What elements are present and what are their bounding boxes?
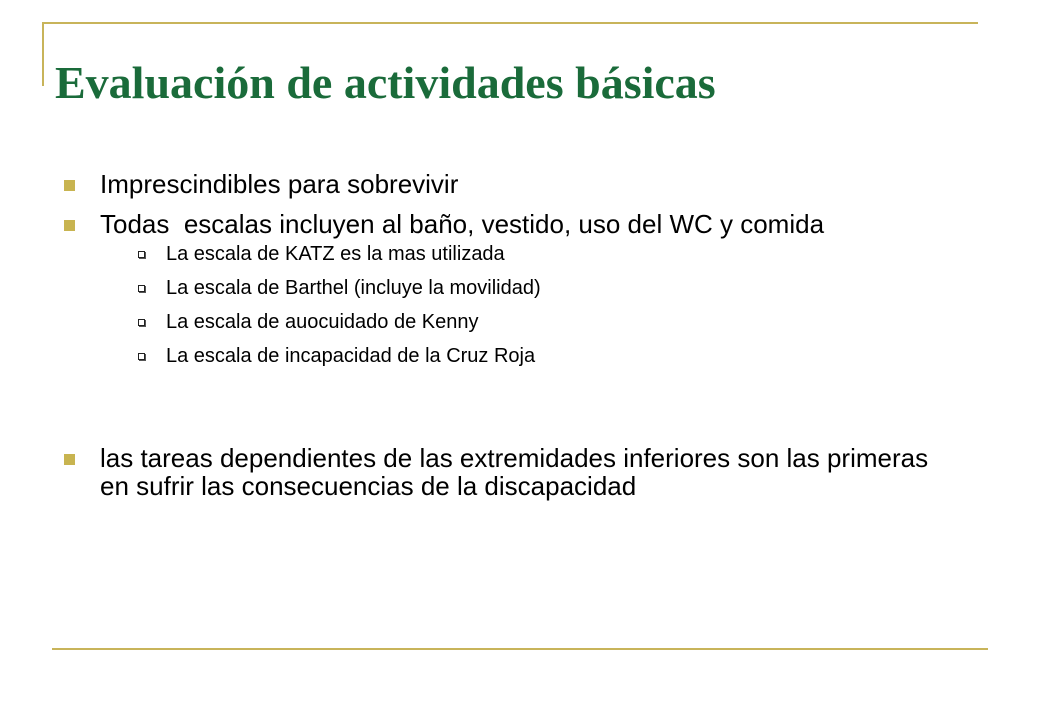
bullet-item-3 bbox=[64, 444, 964, 500]
sub-bullet-text: La escala de auocuidado de Kenny bbox=[166, 311, 479, 333]
bullet-text: las tareas dependientes de las extremidades inferiores son las primeras en sufrir las consecuencias de la discapacidad bbox=[100, 443, 929, 501]
slide-title: Evaluación de actividades básicas bbox=[55, 57, 716, 108]
hollow-square-bullet-icon bbox=[138, 285, 145, 292]
sub-bullet-list bbox=[100, 242, 964, 368]
sub-bullet-text: La escala de incapacidad de la Cruz Roja bbox=[166, 345, 536, 367]
sub-bullet-text: La escala de KATZ es la mas utilizada bbox=[166, 243, 505, 265]
sub-bullet-text: La escala de Barthel (incluye la movilidad) bbox=[166, 277, 541, 299]
bullet-text: Todas escalas incluyen al baño, vestido, uso del WC y comida bbox=[100, 209, 825, 239]
sub-bullet-item bbox=[100, 344, 964, 368]
sub-bullet-item bbox=[100, 310, 964, 334]
sub-bullet-item bbox=[100, 242, 964, 266]
spacer bbox=[64, 380, 964, 444]
square-bullet-icon bbox=[64, 180, 75, 191]
left-rule bbox=[42, 22, 44, 86]
bullet-text: Imprescindibles para sobrevivir bbox=[100, 169, 459, 199]
bullet-item-1 bbox=[64, 170, 964, 198]
top-rule bbox=[42, 22, 978, 24]
bottom-rule bbox=[52, 648, 988, 650]
square-bullet-icon bbox=[64, 220, 75, 231]
sub-bullet-item bbox=[100, 276, 964, 300]
bullet-item-2 bbox=[64, 210, 964, 368]
hollow-square-bullet-icon bbox=[138, 353, 145, 360]
bullet-list bbox=[64, 170, 964, 512]
square-bullet-icon bbox=[64, 454, 75, 465]
hollow-square-bullet-icon bbox=[138, 251, 145, 258]
hollow-square-bullet-icon bbox=[138, 319, 145, 326]
